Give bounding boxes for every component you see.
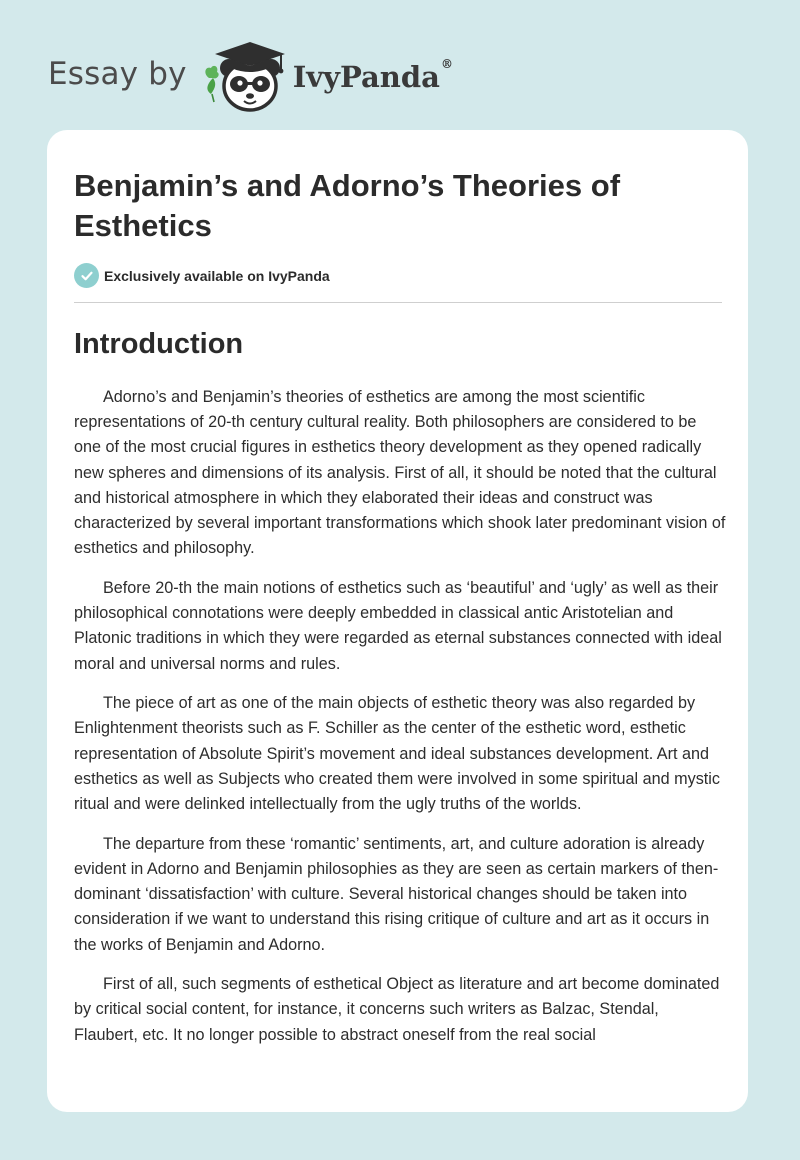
section-heading-introduction: Introduction bbox=[74, 328, 244, 360]
panda-graduate-icon bbox=[201, 34, 293, 114]
essay-card bbox=[47, 130, 748, 1112]
paragraph-5: First of all, such segments of esthetical Object as literature and art become dominated by critical social content, for instance, it concerns such writers as Balzac, Stendal, Flaubert, etc. It no longer possible to abstract oneself from the real social bbox=[74, 975, 720, 1044]
check-badge bbox=[74, 263, 99, 288]
site-header bbox=[48, 34, 453, 114]
ivypanda-logo[interactable] bbox=[201, 34, 293, 114]
brand-text: IvyPanda bbox=[292, 60, 440, 94]
paragraph-2: Before 20-th the main notions of esthetics such as ‘beautiful’ and ‘ugly’ as well as their philosophical connotations were deeply embedded in classical antic Aristotelian and Platonic traditions in which they were regarded as eternal substances connected with ideal moral and universal norms and rules. bbox=[74, 578, 722, 673]
registered-mark: ® bbox=[440, 57, 453, 72]
paragraph-3: The piece of art as one of the main objects of esthetic theory was also regarded by Enlightenment theorists such as F. Schiller as the center of the esthetic word, esthetic representation of Absolute Spirit’s movement and ideal substances development. Art and esthetics as well as Subjects who created them were involved in some spiritual and mystic ritual and were delinked intellectually from the ugly truths of the worlds. bbox=[74, 694, 720, 814]
title-divider bbox=[74, 302, 722, 303]
essay-title: Benjamin’s and Adorno’s Theories of Esthetics bbox=[74, 168, 621, 243]
ivy-leaf-icon bbox=[205, 66, 218, 102]
exclusive-label: Exclusively available on IvyPanda bbox=[104, 267, 330, 284]
ivypanda-brand[interactable] bbox=[292, 57, 453, 94]
essay-by-label: Essay by bbox=[48, 56, 187, 92]
paragraph-1: Adorno’s and Benjamin’s theories of esthetics are among the most scientific representations of 20-th century cultural reality. Both philosophers are considered to be one of the most crucial figures in esthetics theory development as they opened radically new spheres and dimensions of its analysis. First of all, it should be noted that the cultural and historical atmosphere in which they elaborated their ideas and construct was characterized by several important transformations which shook later predominant vision of esthetics and philosophy. bbox=[74, 388, 726, 558]
paragraph-4: The departure from these ‘romantic’ sentiments, art, and culture adoration is already evident in Adorno and Benjamin philosophies as they are seen as certain markers of then-dominant ‘dissatisfaction’ with culture. Several historical changes should be taken into consideration if we want to understand this rising critique of culture and art as it occurs in the works of Benjamin and Adorno. bbox=[74, 834, 719, 954]
exclusive-badge bbox=[74, 263, 330, 288]
essay-body bbox=[74, 385, 726, 1062]
check-icon bbox=[80, 269, 94, 283]
